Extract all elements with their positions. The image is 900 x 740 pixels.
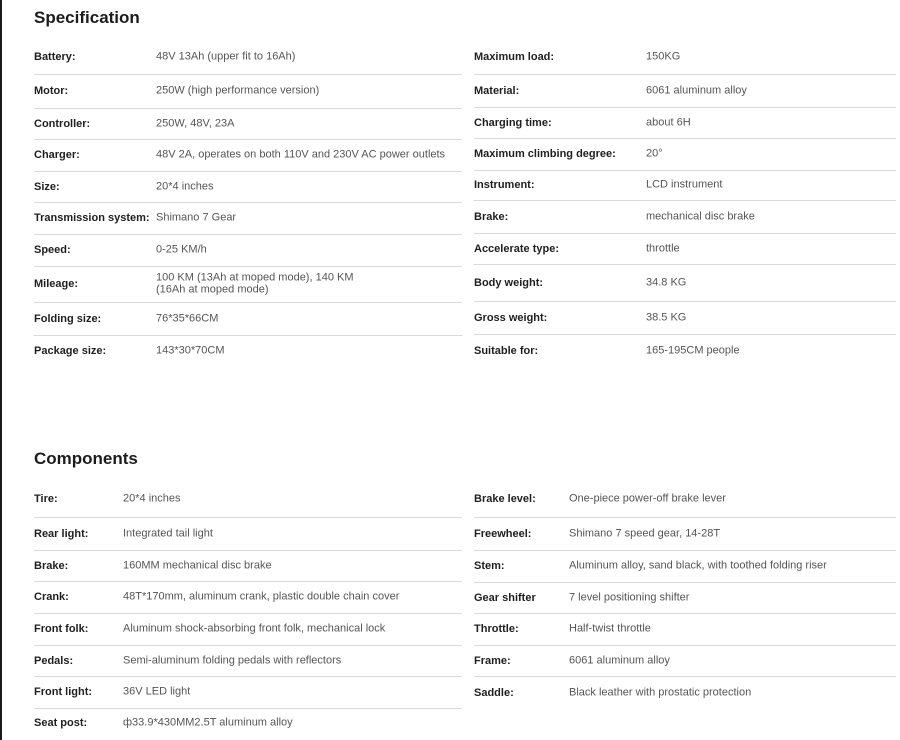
row-label: Pedals: (34, 654, 74, 667)
spec-row (34, 171, 462, 203)
row-value: Semi-aluminum folding pedals with reflectors (123, 653, 342, 666)
specification-left-column (34, 40, 462, 376)
page-left-border (0, 0, 2, 740)
row-label: Tire: (34, 492, 58, 505)
row-label: Throttle: (474, 623, 519, 635)
spec-row (474, 613, 896, 646)
spec-row (34, 517, 462, 551)
spec-row (34, 335, 462, 367)
spec-row (474, 264, 896, 302)
spec-row (474, 40, 896, 75)
row-value: Shimano 7 Gear (156, 211, 237, 224)
spec-row (474, 334, 896, 368)
row-label: Brake: (34, 559, 69, 572)
row-value: 48T*170mm, aluminum crank, plastic double chain cover (123, 590, 400, 603)
spec-row (474, 550, 896, 583)
row-value: 48V 2A, operates on both 110V and 230V AC power outlets (156, 148, 446, 161)
row-label: Charging time: (474, 116, 552, 129)
row-value: 160MM mechanical disc brake (123, 558, 272, 571)
spec-row (474, 107, 896, 139)
row-value: 20*4 inches (156, 179, 214, 192)
row-label: Stem: (474, 560, 505, 572)
row-value: Half-twist throttle (569, 622, 651, 635)
components-title: Components (34, 449, 138, 468)
row-label: Gear shifter (474, 591, 536, 604)
row-label: Suitable for: (474, 345, 539, 357)
row-value: One-piece power-off brake lever (569, 491, 726, 504)
spec-row (474, 676, 896, 709)
row-value: 20° (646, 147, 663, 160)
components-left-column (34, 480, 462, 738)
row-value: 150KG (646, 50, 681, 63)
specification-title: Specification (34, 8, 140, 27)
row-value: 20*4 inches (123, 491, 181, 504)
row-label: Gross weight: (474, 311, 548, 324)
row-label: Size: (34, 180, 60, 193)
row-value: 48V 13Ah (upper fit to 16Ah) (156, 50, 296, 63)
components-section (34, 440, 896, 740)
spec-row (34, 550, 462, 582)
row-label: Battery: (34, 51, 76, 63)
specification-right-column (474, 40, 896, 376)
spec-row (34, 581, 462, 614)
row-value: 0-25 KM/h (156, 243, 207, 256)
spec-row (474, 138, 896, 171)
row-label: Saddle: (474, 686, 514, 699)
row-label: Charger: (34, 149, 80, 161)
row-label: Motor: (34, 85, 69, 97)
spec-row (474, 517, 896, 551)
row-value: 6061 aluminum alloy (646, 83, 747, 96)
spec-row (34, 708, 462, 738)
row-label: Transmission system: (34, 212, 150, 224)
spec-row (474, 200, 896, 234)
row-value: Aluminum shock-absorbing front folk, mechanical lock (123, 622, 386, 635)
spec-row (34, 302, 462, 336)
row-label: Brake level: (474, 492, 536, 505)
row-value: Integrated tail light (123, 526, 213, 539)
row-value: ф33.9*430MM2.5T aluminum alloy (123, 716, 293, 729)
row-label: Folding size: (34, 312, 102, 325)
row-label: Front folk: (34, 623, 89, 635)
spec-row (474, 301, 896, 335)
spec-row (34, 645, 462, 677)
row-label: Frame: (474, 654, 511, 667)
row-value: 250W, 48V, 23A (156, 116, 235, 129)
spec-row (34, 234, 462, 267)
spec-row (34, 480, 462, 518)
row-value: 6061 aluminum alloy (569, 653, 670, 666)
row-label: Brake: (474, 210, 509, 223)
row-value: throttle (646, 241, 680, 254)
row-label: Front light: (34, 686, 93, 698)
row-value: about 6H (646, 115, 691, 128)
row-value: LCD instrument (646, 178, 723, 191)
row-label: Mileage: (34, 278, 79, 290)
row-label: Package size: (34, 345, 107, 357)
row-label: Accelerate type: (474, 242, 559, 255)
row-label: Maximum climbing degree: (474, 148, 616, 160)
row-label: Instrument: (474, 179, 535, 191)
row-value: Black leather with prostatic protection (569, 685, 752, 698)
spec-row (34, 613, 462, 646)
row-label: Speed: (34, 244, 71, 256)
spec-row (474, 645, 896, 677)
row-label: Controller: (34, 117, 91, 130)
spec-row (34, 40, 462, 75)
row-value: 165-195CM people (646, 344, 740, 357)
row-value: 143*30*70CM (156, 344, 225, 357)
row-value: 250W (high performance version) (156, 84, 320, 97)
spec-row (474, 582, 896, 614)
row-label: Crank: (34, 591, 69, 603)
row-label: Maximum load: (474, 51, 555, 63)
row-value: 38.5 KG (646, 310, 687, 323)
specification-section (34, 0, 896, 380)
spec-row (34, 676, 462, 709)
spec-row (34, 202, 462, 235)
row-value: Shimano 7 speed gear, 14-28T (569, 526, 721, 539)
spec-row (34, 266, 462, 303)
row-value: 36V LED light (123, 685, 191, 698)
spec-row (474, 170, 896, 201)
row-label: Freewheel: (474, 527, 532, 540)
row-value: 76*35*66CM (156, 311, 219, 324)
row-value: 34.8 KG (646, 275, 687, 288)
spec-row (474, 74, 896, 108)
row-value: 100 KM (13Ah at moped mode), 140 KM (16Ah at moped mode) (156, 271, 354, 295)
row-label: Material: (474, 84, 520, 97)
row-value: 7 level positioning shifter (569, 590, 690, 603)
row-label: Seat post: (34, 717, 88, 729)
row-value: mechanical disc brake (646, 209, 755, 222)
spec-row (34, 108, 462, 140)
spec-row (34, 74, 462, 109)
spec-row (474, 480, 896, 518)
components-right-column (474, 480, 896, 738)
spec-row (34, 139, 462, 172)
row-label: Rear light: (34, 527, 89, 540)
spec-row (474, 233, 896, 265)
row-value: Aluminum alloy, sand black, with toothed folding riser (569, 559, 827, 572)
row-label: Body weight: (474, 276, 544, 289)
